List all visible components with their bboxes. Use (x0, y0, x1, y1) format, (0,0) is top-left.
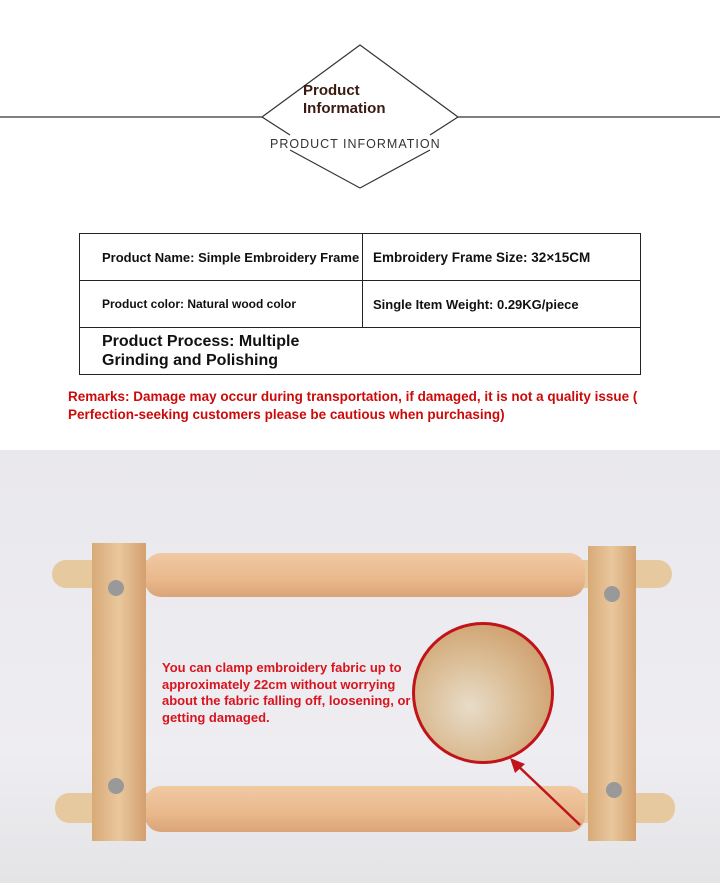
remarks-note: Remarks: Damage may occur during transportation, if damaged, it is not a quality issue ( Perfection-seeking customers please be cautious when purchasing) (68, 389, 638, 422)
wing-nut-icon (108, 778, 124, 794)
spec-weight: Single Item Weight: 0.29KG/piece (363, 281, 641, 328)
spec-color: Product color: Natural wood color (80, 281, 363, 328)
spec-table (79, 233, 641, 375)
spec-process (80, 328, 641, 375)
arrow-icon (505, 755, 585, 830)
wing-nut-icon (108, 580, 124, 596)
spec-process-text: Product Process: Multiple Grinding and Polishing (102, 333, 300, 369)
top-roller (145, 553, 585, 597)
wing-nut-icon (606, 782, 622, 798)
clamp-callout: You can clamp embroidery fabric up to approximately 22cm without worrying about the fabric falling off, loosening, or getting damaged. (162, 660, 411, 725)
wing-nut-icon (604, 586, 620, 602)
section-subtitle: PRODUCT INFORMATION (270, 137, 441, 151)
spec-size: Embroidery Frame Size: 32×15CM (363, 234, 641, 281)
detail-zoom-inset (412, 622, 554, 764)
spec-name: Product Name: Simple Embroidery Frame (80, 234, 363, 281)
section-title: Product Information (303, 82, 386, 117)
